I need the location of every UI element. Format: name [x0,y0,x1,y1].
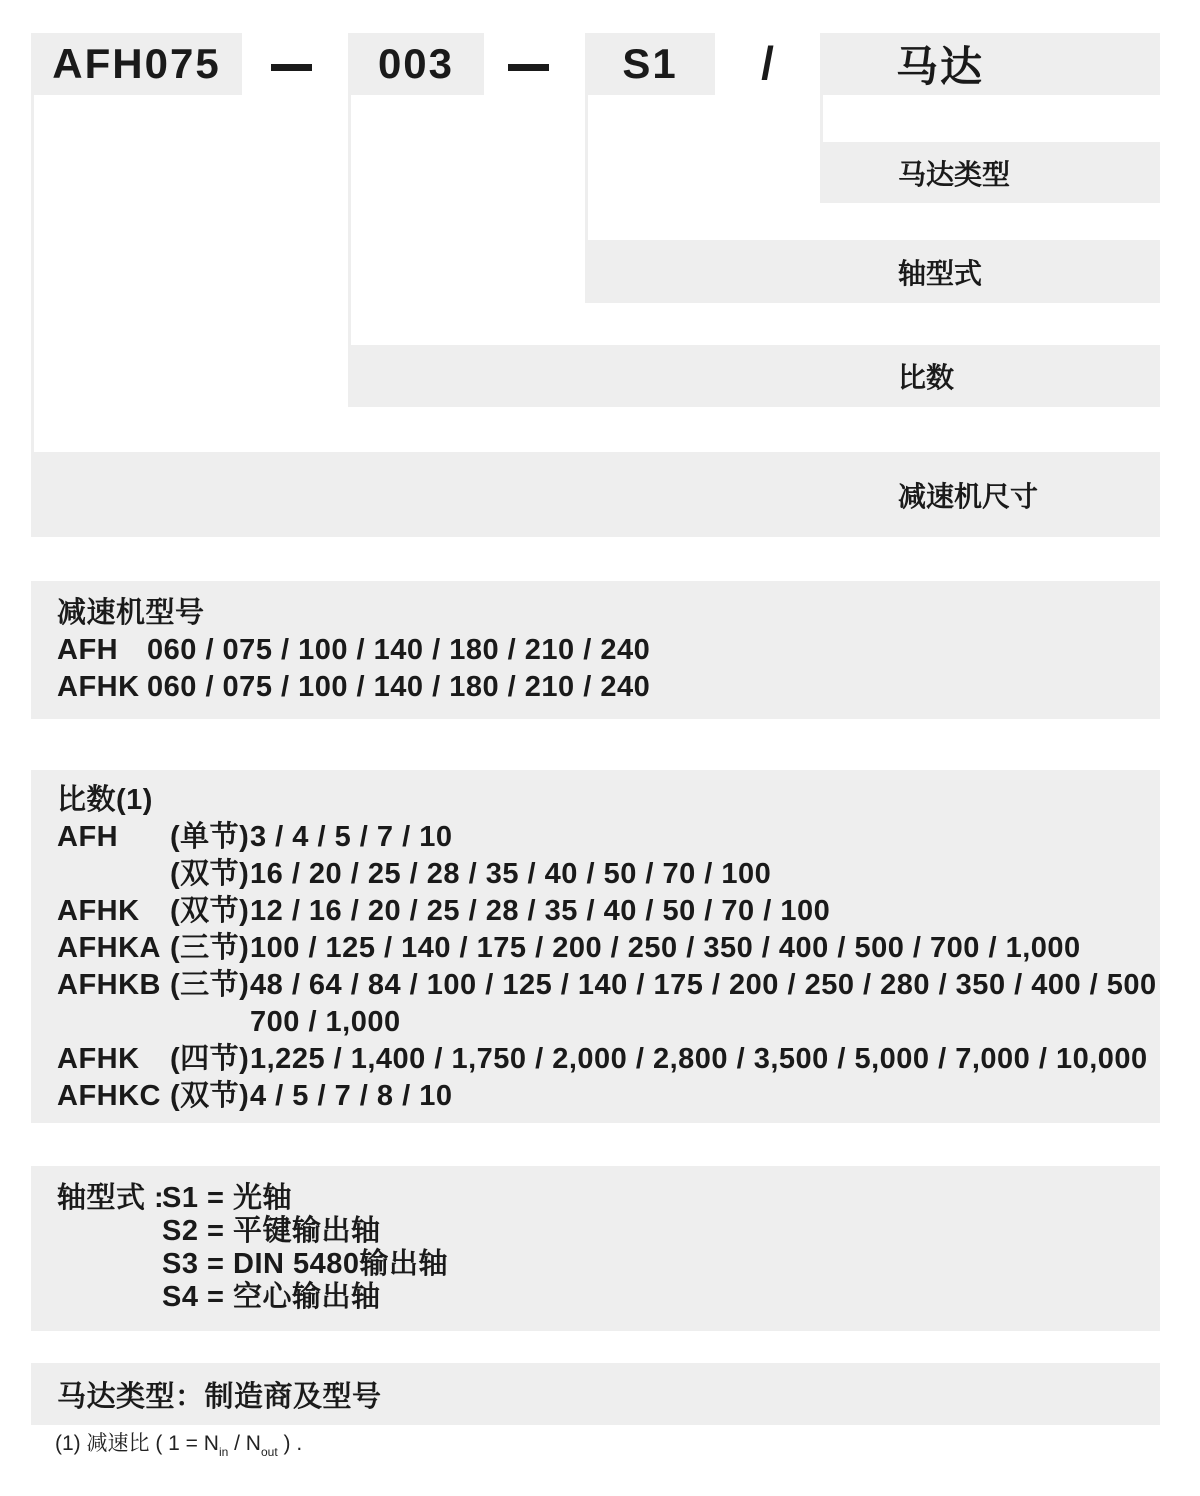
ratio-series: AFHKB [57,969,161,1001]
section-reducer-models-heading: 减速机型号 [57,597,205,629]
code-segment-ratio-text: 003 [377,40,455,87]
section-shaft-types [31,1166,1160,1331]
model-sizes: 060 / 075 / 100 / 140 / 180 / 210 / 240 [147,634,651,666]
model-row [57,632,1160,669]
ratio-values: 700 / 1,000 [250,1006,401,1038]
footnote-post: ) . [277,1432,303,1455]
ratio-tier: (双节) [170,858,250,890]
ratio-row [57,930,1160,967]
ratio-tier: (三节) [170,969,250,1001]
code-segment-shaft-type [585,33,715,95]
footnote [31,1429,302,1461]
shaft-item: S2 = 平键输出轴 [162,1215,381,1247]
ratio-tier: (双节) [170,1080,250,1112]
footnote-mid: / N [228,1432,261,1455]
connector-line-ratio [348,95,351,345]
footnote-subscript-out: out [260,1445,278,1459]
section-shaft-types-label: 轴型式 : [57,1182,165,1214]
code-segment-shaft-type-text: S1 [622,40,678,87]
model-row [57,669,1160,706]
ratio-values: 16 / 20 / 25 / 28 / 35 / 40 / 50 / 70 / 100 [250,858,772,890]
shaft-item: S3 = DIN 5480输出轴 [162,1248,449,1280]
shaft-item: S4 = 空心输出轴 [162,1281,381,1313]
shaft-row [57,1281,1160,1314]
ratio-row [57,893,1160,930]
code-segment-ratio [348,33,484,95]
ratio-series: AFHKA [57,932,161,964]
label-shaft-type: 轴型式 [898,257,983,289]
shaft-row [57,1182,1160,1215]
section-reducer-models [31,581,1160,719]
model-sizes: 060 / 075 / 100 / 140 / 180 / 210 / 240 [147,671,651,703]
dash-separator [508,64,549,71]
ratio-row [57,1078,1160,1115]
shaft-item: S1 = 光轴 [162,1182,293,1214]
connector-line-shaft-type [585,95,588,240]
section-ratios-heading: 比数(1) [57,784,153,816]
ratio-values: 4 / 5 / 7 / 8 / 10 [250,1080,453,1112]
ratio-series: AFHKC [57,1080,161,1112]
label-ratio: 比数 [898,362,955,393]
ratio-tier: (三节) [170,932,250,964]
ratio-tier: (四节) [170,1043,250,1075]
ratio-row [57,967,1160,1004]
label-motor-type: 马达类型 [898,158,1011,190]
ratio-row [57,1004,1160,1041]
ratio-row [57,856,1160,893]
shaft-row [57,1248,1160,1281]
slash-separator: / [761,37,774,89]
code-segment-reducer-size [31,33,242,95]
ratio-series: AFH [57,821,119,853]
label-box-shaft-type [585,240,1160,303]
ratio-tier: (双节) [170,895,250,927]
connector-line-reducer-size [31,95,34,452]
ratio-series: AFHK [57,1043,140,1075]
model-series: AFH [57,634,119,666]
section-motor-type [31,1363,1160,1425]
code-segment-motor [820,33,1160,95]
shaft-row [57,1215,1160,1248]
label-reducer-size: 减速机尺寸 [898,480,1039,512]
section-ratios [31,770,1160,1123]
ratio-tier: (单节) [170,821,250,853]
model-series: AFHK [57,671,140,703]
ratio-values: 3 / 4 / 5 / 7 / 10 [250,821,453,853]
code-segment-reducer-size-text: AFH075 [52,40,221,87]
ratio-values: 48 / 64 / 84 / 100 / 125 / 140 / 175 / 200 / 250 / 280 / 350 / 400 / 500 [250,969,1157,1001]
code-segment-motor-text: 马达 [896,43,985,90]
ratio-series: AFHK [57,895,140,927]
ratio-values: 12 / 16 / 20 / 25 / 28 / 35 / 40 / 50 / 70 / 100 [250,895,831,927]
ratio-row [57,1041,1160,1078]
ratio-values: 1,225 / 1,400 / 1,750 / 2,000 / 2,800 / 3,500 / 5,000 / 7,000 / 10,000 [250,1043,1148,1075]
label-box-ratio [348,345,1160,407]
dash-separator [271,64,312,71]
footnote-pre: (1) 减速比 ( 1 = N [55,1432,219,1455]
footnote-subscript-in: in [218,1445,229,1459]
label-box-motor-type [820,142,1160,203]
label-box-reducer-size [31,452,1160,537]
ratio-values: 100 / 125 / 140 / 175 / 200 / 250 / 350 / 400 / 500 / 700 / 1,000 [250,932,1081,964]
ratio-row [57,819,1160,856]
section-motor-type-text: 马达类型：制造商及型号 [57,1380,382,1413]
connector-line-motor [820,95,823,142]
